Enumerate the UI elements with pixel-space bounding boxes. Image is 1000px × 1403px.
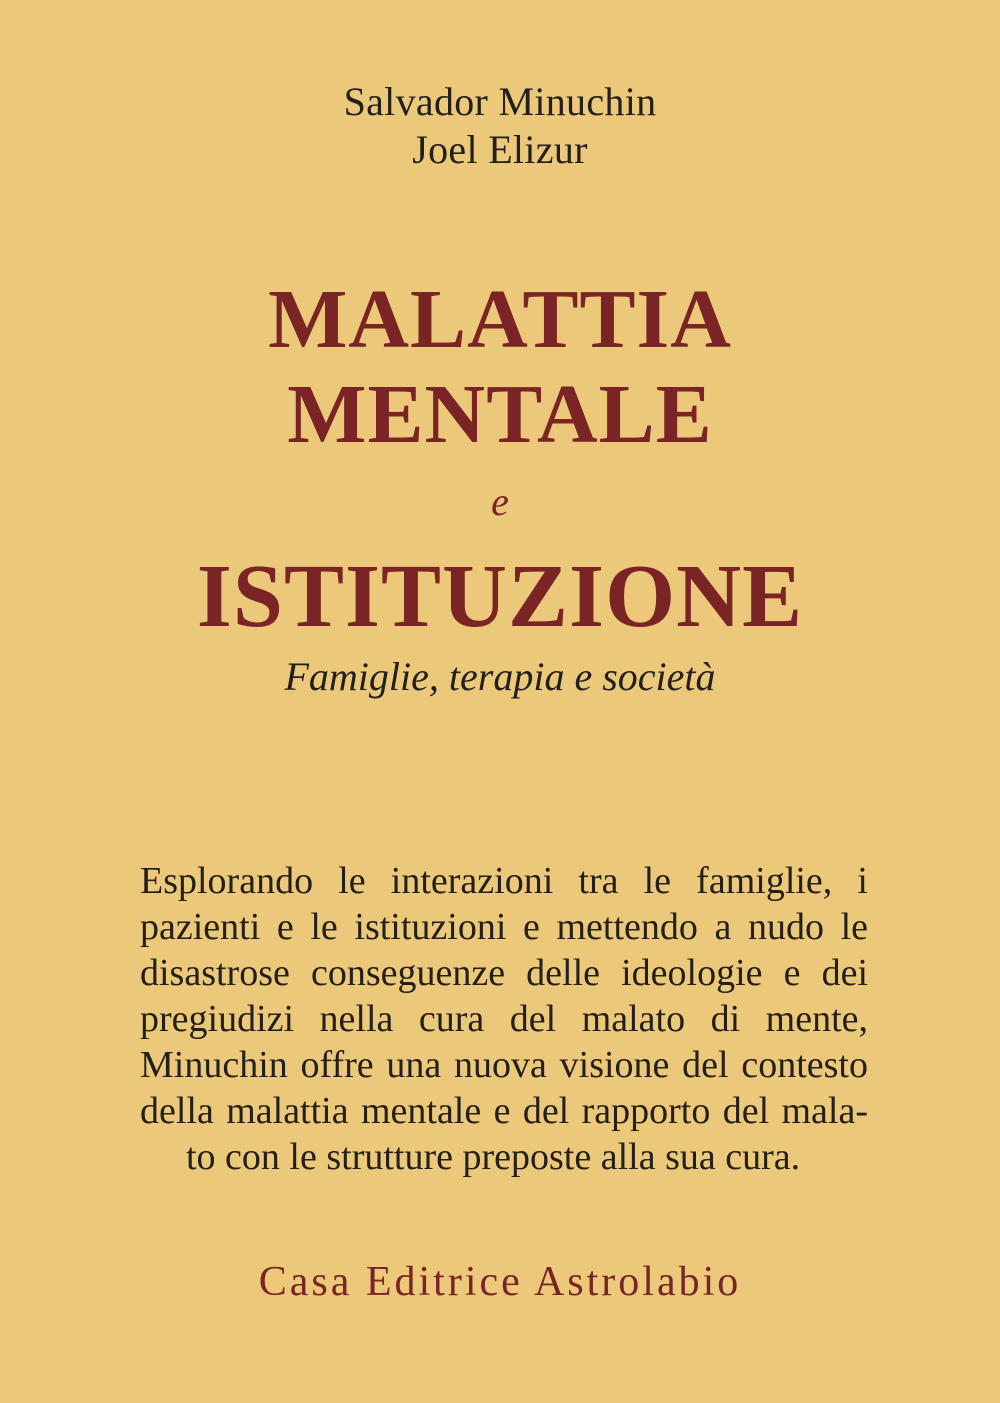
blurb — [140, 858, 868, 1180]
blurb-line: to con le strutture preposte alla sua cura. — [186, 1136, 801, 1178]
author-name: Joel Elizur — [412, 127, 588, 172]
blurb-line: pregiudizi nella cura del malato di mente, — [140, 998, 868, 1040]
authors — [0, 78, 1000, 174]
author-name: Salvador Minuchin — [343, 79, 657, 124]
subtitle: Famiglie, terapia e società — [284, 654, 716, 699]
blurb-line: Minuchin offre una nuova visione del contesto — [140, 1044, 868, 1086]
blurb-line: disastrose conseguenze delle ideologie e dei — [140, 952, 868, 994]
publisher: Casa Editrice Astrolabio — [258, 1259, 742, 1305]
title-conjunction: e — [491, 479, 509, 524]
title-line-1: MALATTIA — [268, 273, 732, 366]
title-line-2: MENTALE — [287, 368, 713, 461]
blurb-line: pazienti e le istituzioni e mettendo a nudo le — [140, 906, 868, 948]
title-line-3: ISTITUZIONE — [196, 547, 804, 646]
blurb-line: della malattia mentale e del rapporto del mala- — [140, 1090, 868, 1132]
blurb-line: Esplorando le interazioni tra le famiglie, i — [140, 860, 868, 902]
